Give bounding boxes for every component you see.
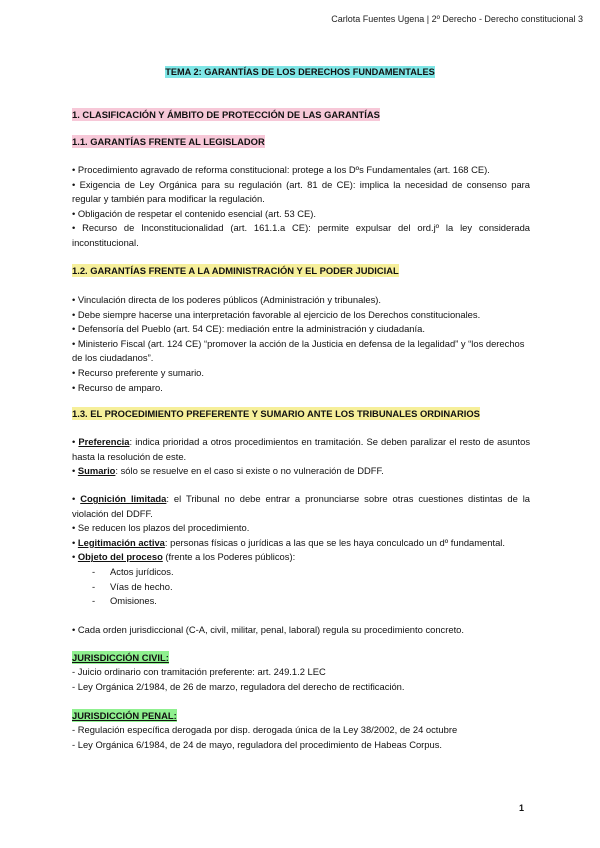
section-1-3-block-a	[72, 435, 530, 479]
section-1-3-heading: 1.3. EL PROCEDIMIENTO PREFERENTE Y SUMARIO ANTE LOS TRIBUNALES ORDINARIOS	[72, 408, 480, 419]
section-1-1-heading: 1.1. GARANTÍAS FRENTE AL LEGISLADOR	[72, 136, 265, 147]
list-item: - Ley Orgánica 6/1984, de 24 de mayo, reguladora del procedimiento de Habeas Corpus.	[72, 738, 443, 750]
list-item: • Debe siempre hacerse una interpretación favorable al ejercicio de los Derechos constitucionales.	[72, 308, 481, 320]
page-number: 1	[519, 803, 525, 813]
section-1-3-block-c	[72, 623, 530, 638]
document-title	[0, 65, 600, 80]
list-item: • Recurso preferente y sumario.	[72, 366, 204, 378]
list-item: • Cognición limitada: el Tribunal no debe entrar a pronunciarse sobre otras cuestiones distintas de la violación del DDFF.	[72, 493, 531, 519]
section-1-2-list	[72, 293, 530, 395]
list-item: - Regulación específica derogada por disp. derogada única de la Ley 38/2002, de 24 octubre	[72, 724, 458, 735]
list-item: - Ley Orgánica 2/1984, de 26 de marzo, reguladora del derecho de rectificación.	[72, 680, 405, 692]
sub-list-item: - Omisiones.	[92, 595, 157, 607]
jurisdiccion-penal-heading: JURISDICCIÓN PENAL:	[72, 710, 177, 721]
section-1-1-list	[72, 163, 530, 251]
list-item: • Procedimiento agravado de reforma constitucional: protege a los Dºs Fundamentales (art. 168 CE).	[72, 164, 490, 175]
section-1-heading: 1. CLASIFICACIÓN Y ÁMBITO DE PROTECCIÓN DE LAS GARANTÍAS	[72, 109, 380, 120]
list-item: • Sumario: sólo se resuelve en el caso si existe o no vulneración de DDFF.	[72, 465, 384, 477]
sub-list-item: - Vías de hecho.	[92, 580, 173, 592]
list-item: - Juicio ordinario con tramitación preferente: art. 249.1.2 LEC	[72, 666, 326, 677]
list-item: • Preferencia: indica prioridad a otros procedimientos en tramitación. Se deben paralizar el resto de asuntos hasta la resolución de este.	[72, 436, 531, 462]
section-1-2-heading: 1.2. GARANTÍAS FRENTE A LA ADMINISTRACIÓN Y EL PODER JUDICIAL	[72, 265, 399, 276]
list-item: • Se reducen los plazos del procedimiento.	[72, 522, 250, 534]
list-item: • Objeto del proceso (frente a los Poderes públicos):	[72, 551, 296, 563]
jurisdiccion-penal-list	[72, 723, 530, 752]
list-item: • Legitimación activa: personas físicas o jurídicas a las que se les haya conculcado un dº fundamental.	[72, 536, 505, 548]
jurisdiccion-civil-list	[72, 665, 530, 694]
page-header: Carlota Fuentes Ugena | 2º Derecho - Derecho constitucional 3	[331, 14, 583, 24]
sub-list-item: - Actos jurídicos.	[92, 565, 174, 577]
list-item: • Recurso de amparo.	[72, 381, 163, 393]
list-item: • Ministerio Fiscal (art. 124 CE) “promover la acción de la Justicia en defensa de la legalidad” y “los derechos de los ciudadanos”.	[72, 337, 525, 364]
list-item: • Obligación de respetar el contenido esencial (art. 53 CE).	[72, 207, 317, 219]
jurisdiccion-civil-heading: JURISDICCIÓN CIVIL:	[72, 652, 169, 663]
list-item: • Exigencia de Ley Orgánica para su regulación (art. 81 de CE): implica la necesidad de consenso para regular y también para modificar la regulación.	[72, 178, 530, 205]
list-item: • Defensoría del Pueblo (art. 54 CE): mediación entre la administración y ciudadanía.	[72, 323, 425, 335]
section-1-3-block-b	[72, 492, 530, 609]
list-item: • Recurso de Inconstitucionalidad (art. 161.1.a CE): permite expulsar del ord.jº la ley considerada inconstitucional.	[72, 222, 530, 248]
title-text: TEMA 2: GARANTÍAS DE LOS DERECHOS FUNDAMENTALES	[165, 67, 435, 77]
list-item: • Vinculación directa de los poderes públicos (Administración y tribunales).	[72, 294, 381, 305]
list-item: • Cada orden jurisdiccional (C-A, civil, militar, penal, laboral) regula su procedimiento concreto.	[72, 624, 465, 635]
